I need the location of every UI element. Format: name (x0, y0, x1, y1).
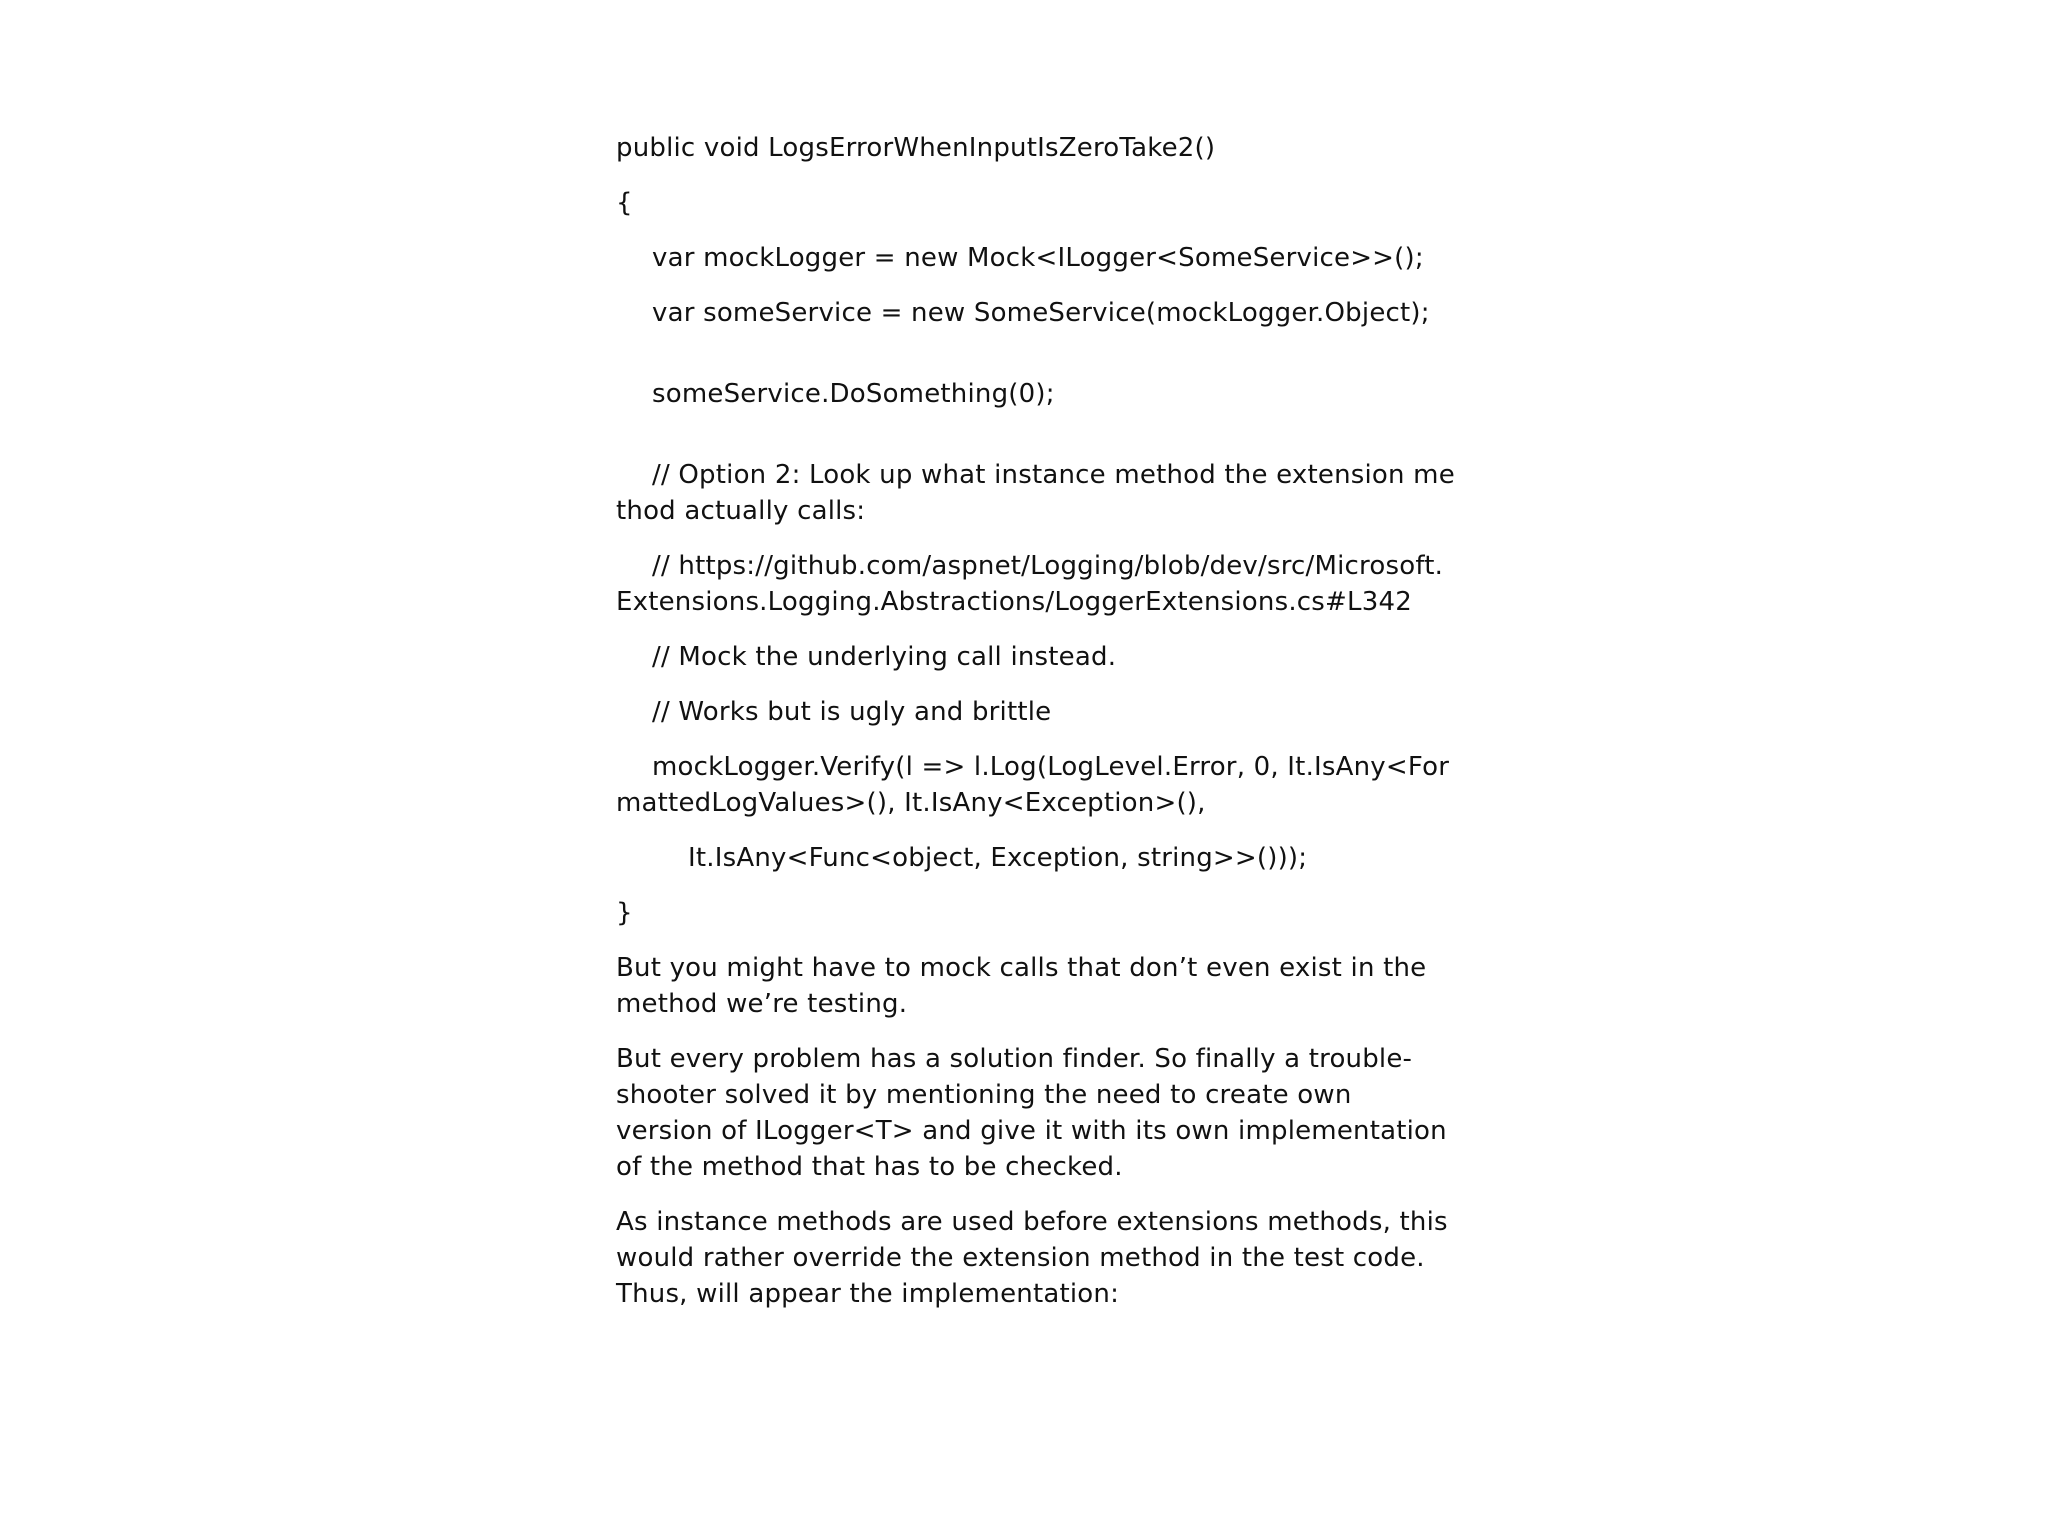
paragraph-mock-calls: But you might have to mock calls that don’t even exist in the method we’re testing. (616, 953, 1427, 1019)
document-page (616, 130, 1456, 1331)
code-line-do-something: someService.DoSomething(0); (652, 379, 1055, 409)
code-line-mock-logger: var mockLogger = new Mock<ILogger<SomeService>>(); (652, 243, 1424, 273)
code-comment-ugly: // Works but is ugly and brittle (652, 697, 1052, 727)
code-line-verify: mockLogger.Verify(l => l.Log(LogLevel.Error, 0, It.IsAny<FormattedLogValues>(), It.IsAny<Exception>(), (616, 752, 1450, 818)
code-comment-url: // https://github.com/aspnet/Logging/blob/dev/src/Microsoft.Extensions.Logging.Abstractions/LoggerExtensions.cs#L342 (616, 551, 1444, 617)
code-open-brace: { (616, 188, 633, 218)
code-close-brace: } (616, 898, 633, 928)
code-line-verify-continued: It.IsAny<Func<object, Exception, string>>())); (688, 843, 1308, 873)
code-line-some-service: var someService = new SomeService(mockLogger.Object); (652, 298, 1430, 328)
paragraph-solution-finder: But every problem has a solution finder. So finally a trouble-shooter solved it by mentioning the need to create own version of ILogger<T> and give it with its own implementation of the method that has to be checked. (616, 1044, 1447, 1182)
code-method-signature: public void LogsErrorWhenInputIsZeroTake2() (616, 133, 1216, 163)
paragraph-instance-methods: As instance methods are used before extensions methods, this would rather override the extension method in the test code. Thus, will appear the implementation: (616, 1207, 1448, 1309)
code-comment-mock-underlying: // Mock the underlying call instead. (652, 642, 1117, 672)
code-comment-option2: // Option 2: Look up what instance method the extension method actually calls: (616, 460, 1455, 526)
